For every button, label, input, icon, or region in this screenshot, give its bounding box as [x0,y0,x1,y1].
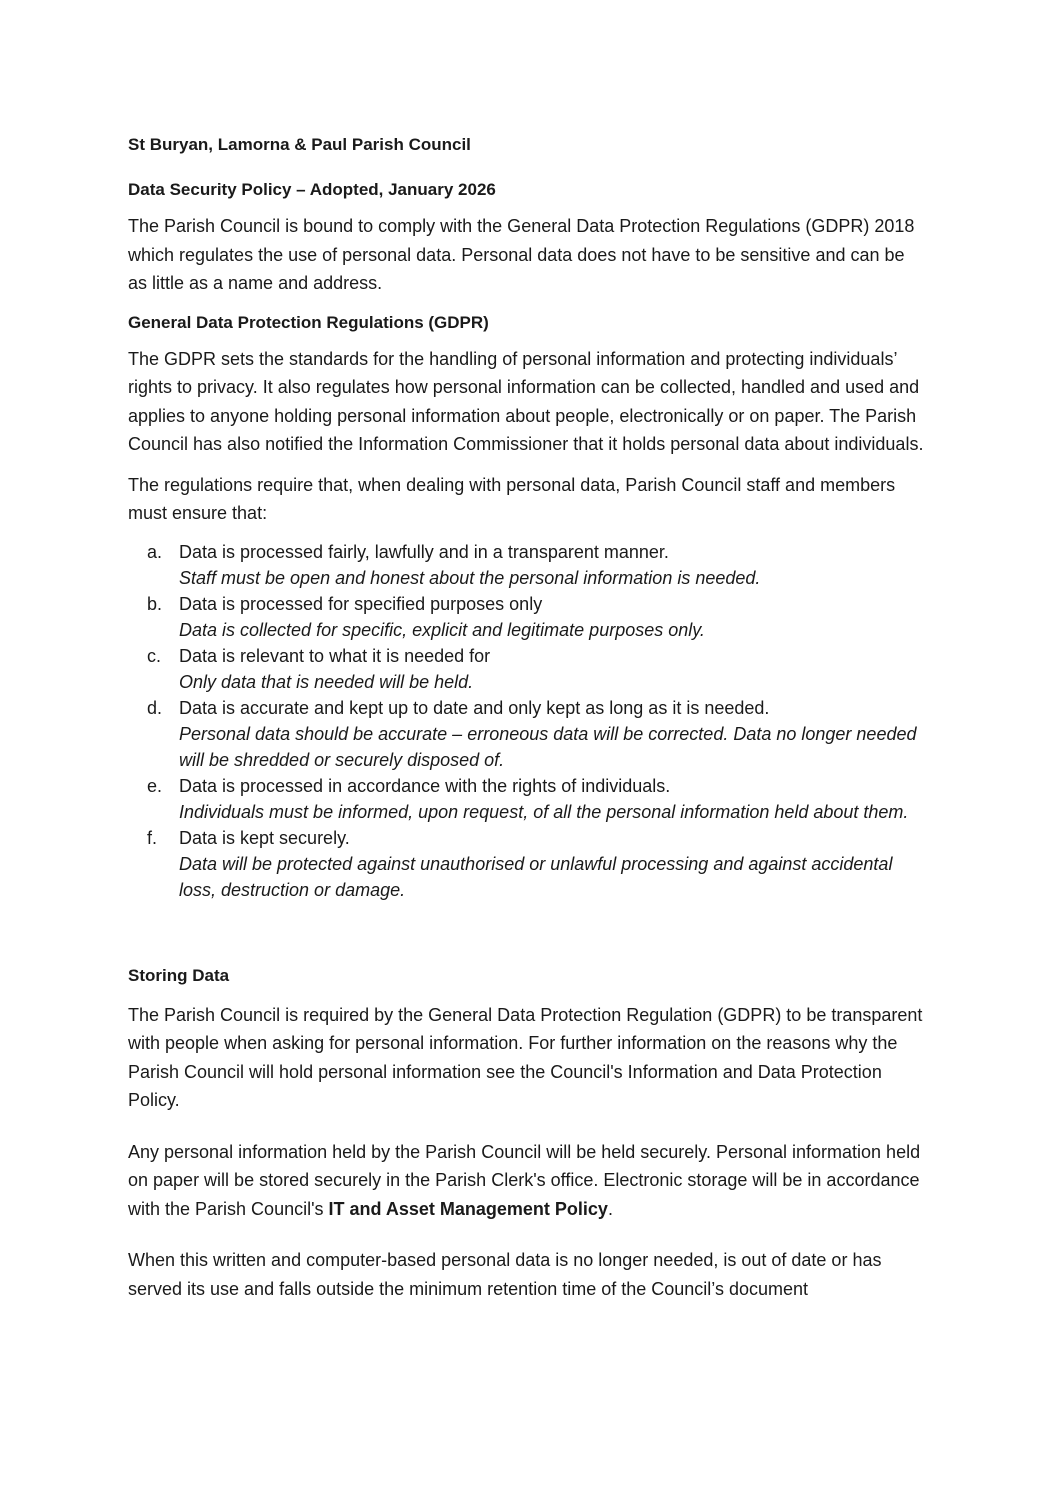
storing-paragraph-3: When this written and computer-based personal data is no longer needed, is out of date or has served its use and falls outside the minimum retention time of the Council’s document [128,1250,882,1299]
list-marker: f. [147,827,158,848]
list-item-text: Data is processed for specified purposes only [179,593,543,614]
list-item [128,773,928,825]
list-item-text: Data is accurate and kept up to date and only kept as long as it is needed. [179,697,770,718]
list-item-text: Data is processed fairly, lawfully and in a transparent manner. [179,541,669,562]
document-page [128,128,928,1303]
list-marker: a. [147,541,163,562]
list-item [128,591,928,643]
list-item [128,643,928,695]
list-item [128,539,928,591]
list-marker: e. [147,775,163,796]
list-item-note: Data will be protected against unauthorised or unlawful processing and against accidental loss, destruction or damage. [179,853,893,900]
list-item-note: Personal data should be accurate – erroneous data will be corrected. Data no longer needed will be shredded or securely disposed of. [179,723,917,770]
storing-paragraph-2 [128,1138,928,1224]
storing-heading: Storing Data [128,965,230,985]
list-item-note: Only data that is needed will be held. [179,671,474,692]
policy-title: Data Security Policy – Adopted, January 2026 [128,180,496,199]
list-marker: c. [147,645,162,666]
gdpr-requirements-list [128,539,928,903]
list-item-text: Data is processed in accordance with the rights of individuals. [179,775,671,796]
gdpr-paragraph-1: The GDPR sets the standards for the handling of personal information and protecting individuals’ rights to privacy. It also regulates how personal information can be collected, handled and used and applies to anyone holding personal information about people, electronically or on paper. The Parish Council has also notified the Information Commissioner that it holds personal data about individuals. [128,348,924,454]
list-item-note: Data is collected for specific, explicit and legitimate purposes only. [179,619,705,640]
list-marker: b. [147,593,163,614]
list-item-text: Data is kept securely. [179,827,350,848]
it-asset-policy-reference: IT and Asset Management Policy [328,1198,608,1219]
storing-p2-end: . [607,1198,613,1219]
storing-paragraph-1: The Parish Council is required by the General Data Protection Regulation (GDPR) to be transparent with people when asking for personal information. For further information on the reasons why the Parish Council will hold personal information see the Council's Information and Data Protection Policy. [128,1004,923,1110]
storing-p2-text: Any personal information held by the Parish Council will be held securely. Personal information held on paper will be stored securely in the Parish Clerk's office. Electronic storage will be in accordance with the Parish Council's [128,1141,921,1219]
intro-paragraph: The Parish Council is bound to comply with the General Data Protection Regulations (GDPR) 2018 which regulates the use of personal data. Personal data does not have to be sensitive and can be as little as a name and address. [128,216,915,293]
council-name: St Buryan, Lamorna & Paul Parish Council [128,135,471,154]
gdpr-heading: General Data Protection Regulations (GDPR) [128,312,489,332]
list-item [128,825,928,903]
gdpr-paragraph-2: The regulations require that, when dealing with personal data, Parish Council staff and members must ensure that: [128,474,896,523]
list-item-note: Individuals must be informed, upon request, of all the personal information held about them. [179,801,909,822]
list-marker: d. [147,697,163,718]
list-item-text: Data is relevant to what it is needed for [179,645,491,666]
list-item-note: Staff must be open and honest about the personal information is needed. [179,567,761,588]
list-item [128,695,928,773]
